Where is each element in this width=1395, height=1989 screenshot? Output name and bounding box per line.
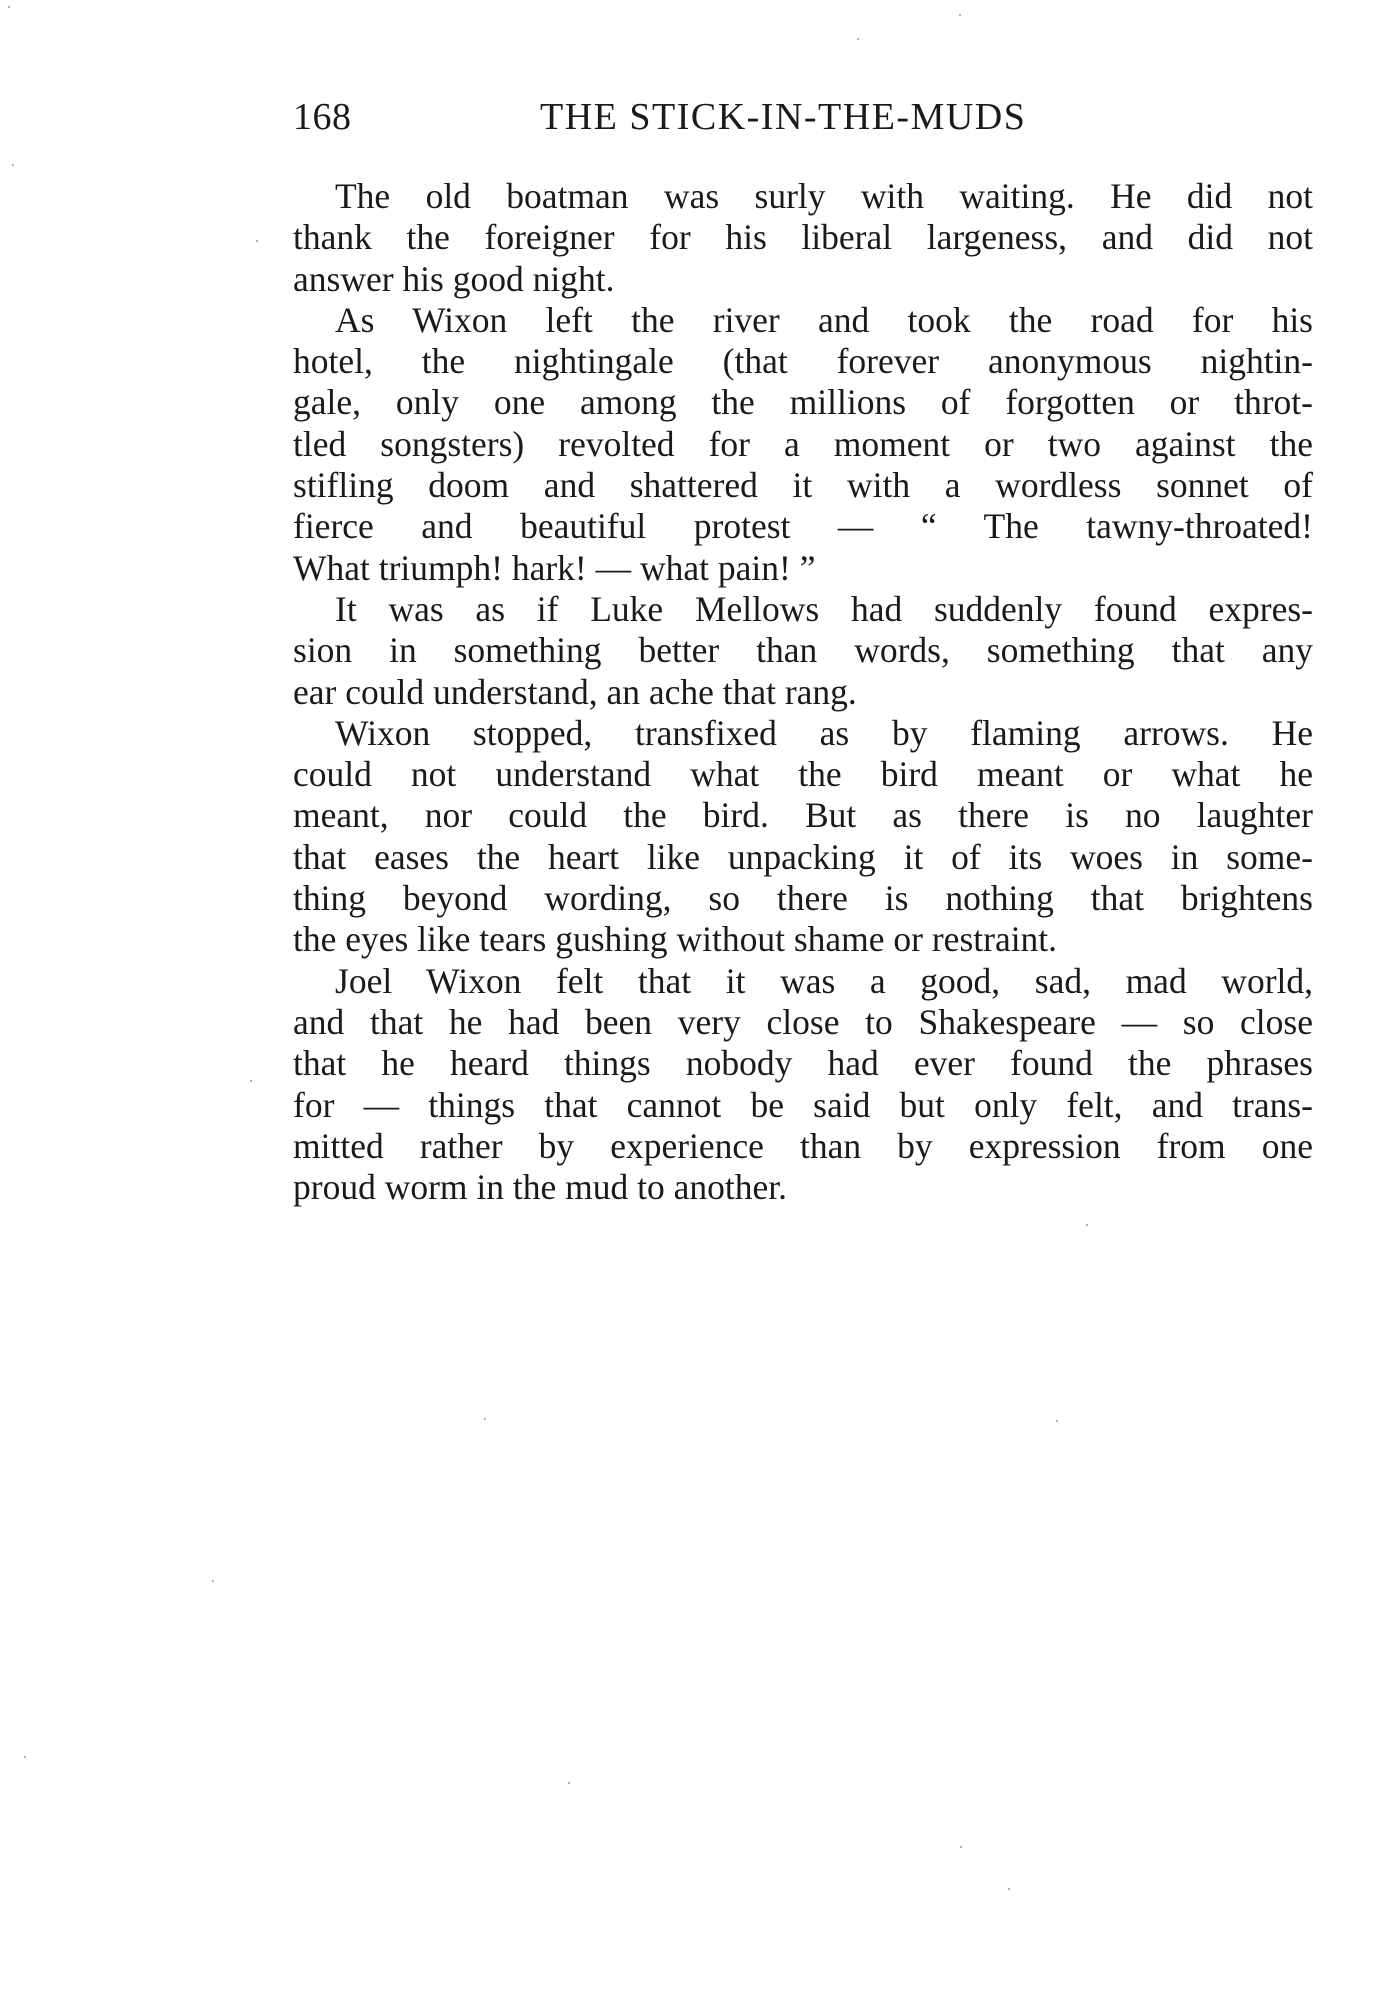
scan-speck	[484, 1418, 486, 1420]
text-line: gale, only one among the millions of forgotten or throt-	[293, 382, 1313, 423]
text-line: ear could understand, an ache that rang.	[293, 671, 857, 712]
text-line: meant, nor could the bird. But as there is no laughter	[293, 795, 1313, 836]
text-line: It was as if Luke Mellows had suddenly found expres-	[335, 588, 1313, 629]
text-line: that eases the heart like unpacking it of its woes in some-	[293, 836, 1313, 877]
page-number: 168	[293, 96, 352, 138]
scan-speck	[250, 1080, 252, 1082]
body-text	[293, 176, 1313, 1208]
scan-speck	[568, 1782, 570, 1784]
text-line: fierce and beautiful protest — “ The tawny-throated!	[293, 506, 1313, 547]
text-line: hotel, the nightingale (that forever anonymous nightin-	[293, 341, 1313, 382]
text-line: and that he had been very close to Shakespeare — so close	[293, 1001, 1313, 1042]
scan-speck	[857, 38, 859, 40]
paragraph	[293, 713, 1313, 961]
text-line: tled songsters) revolted for a moment or two against the	[293, 423, 1313, 464]
scan-speck	[1056, 1420, 1058, 1422]
scan-speck	[12, 164, 14, 166]
running-title: THE STICK-IN-THE-MUDS	[540, 96, 1027, 138]
text-line: The old boatman was surly with waiting. He did not	[335, 176, 1313, 216]
text-line: As Wixon left the river and took the road for his	[335, 299, 1313, 340]
text-line: answer his good night.	[293, 258, 615, 299]
scan-speck	[256, 240, 258, 242]
text-line: sion in something better than words, something that any	[293, 630, 1313, 671]
scan-speck	[8, 6, 10, 8]
paragraph	[293, 961, 1313, 1209]
text-line: stifling doom and shattered it with a wordless sonnet of	[293, 465, 1313, 506]
text-line: Wixon stopped, transfixed as by flaming arrows. He	[335, 712, 1313, 753]
scan-speck	[212, 1580, 214, 1582]
text-line: for — things that cannot be said but only felt, and trans-	[293, 1084, 1313, 1125]
text-line: thing beyond wording, so there is nothing that brightens	[293, 878, 1313, 919]
paragraph	[293, 589, 1313, 713]
paragraph	[293, 300, 1313, 589]
text-line: proud worm in the mud to another.	[293, 1167, 787, 1208]
scan-speck	[1086, 1224, 1088, 1226]
text-line: that he heard things nobody had ever found the phrases	[293, 1043, 1313, 1084]
scan-speck	[959, 14, 961, 16]
text-line: mitted rather by experience than by expression from one	[293, 1125, 1313, 1166]
text-line: Joel Wixon felt that it was a good, sad, mad world,	[335, 960, 1313, 1001]
scan-speck	[1008, 1888, 1010, 1890]
scan-speck	[960, 1846, 962, 1848]
text-line: What triumph! hark! — what pain! ”	[293, 547, 816, 588]
text-line: could not understand what the bird meant or what he	[293, 754, 1313, 795]
paragraph	[293, 176, 1313, 300]
text-line: thank the foreigner for his liberal largeness, and did not	[293, 217, 1313, 258]
text-line: the eyes like tears gushing without shame or restraint.	[293, 919, 1058, 960]
scan-speck	[24, 1756, 26, 1758]
running-head	[293, 92, 1093, 142]
